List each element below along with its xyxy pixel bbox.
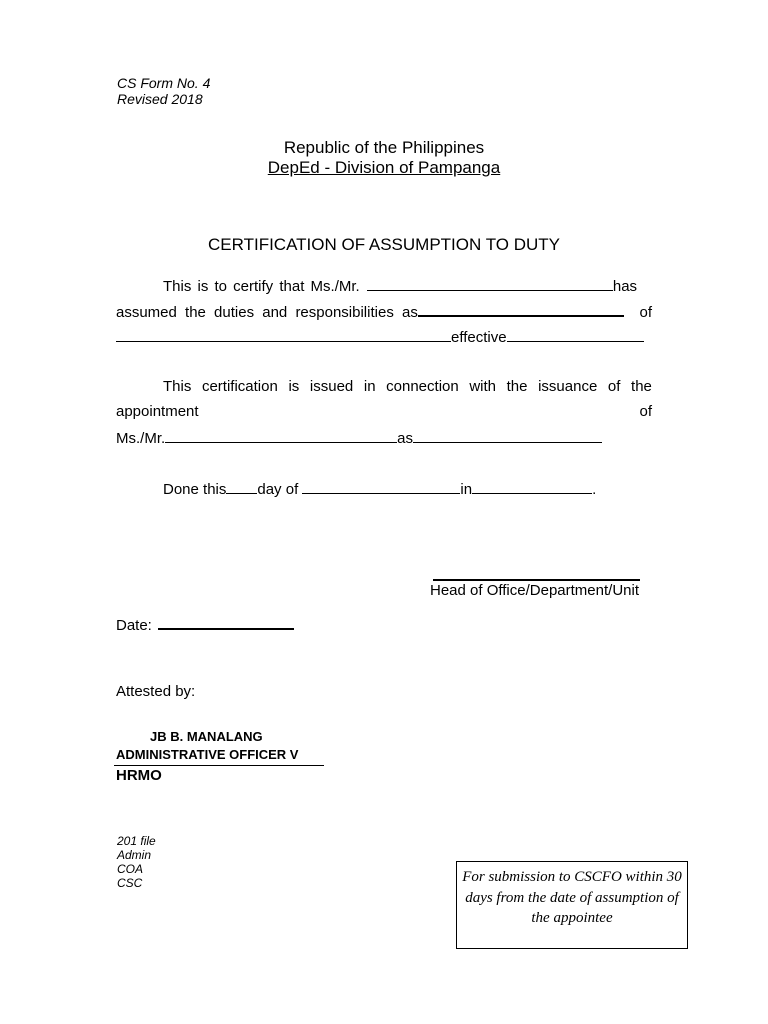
p2-word: with (469, 378, 497, 395)
copy-item: 201 file (117, 834, 156, 848)
date-label: Date: (116, 617, 152, 634)
month-blank[interactable] (302, 480, 460, 494)
effective-date-blank[interactable] (507, 328, 644, 342)
form-number: CS Form No. 4 (117, 75, 211, 91)
p2-word: in (363, 378, 376, 395)
date-row (116, 615, 294, 635)
p2-as-text: as (397, 430, 414, 447)
done-line (163, 480, 596, 499)
p2-word: of (607, 378, 621, 395)
officer-rule (114, 765, 324, 766)
p1-effective-text: effective (451, 329, 507, 346)
appointee-blank[interactable] (165, 429, 397, 443)
p1-certify-text: This is to certify that Ms./Mr. (163, 278, 360, 295)
form-revision: Revised 2018 (117, 91, 203, 107)
p2-word: connection (386, 378, 459, 395)
done-this-text: Done this (163, 481, 227, 498)
signature-label: Head of Office/Department/Unit (430, 582, 639, 599)
p2-line3 (116, 429, 602, 448)
copy-item: CSC (117, 876, 143, 890)
p1-line2 (116, 302, 652, 322)
division-heading: DepEd - Division of Pampanga (267, 158, 501, 177)
p2-word: This (163, 378, 192, 395)
p2-of-text: of (639, 403, 652, 420)
attested-by-label: Attested by: (116, 683, 196, 700)
office-blank[interactable] (116, 328, 451, 342)
p2-line2 (116, 403, 652, 421)
name-blank[interactable] (367, 277, 613, 291)
p2-line1 (163, 378, 652, 396)
in-text: in (460, 481, 473, 498)
day-blank[interactable] (226, 480, 257, 494)
date-blank[interactable] (158, 615, 294, 630)
signature-line[interactable] (433, 579, 640, 581)
p2-word: the (506, 378, 528, 395)
submission-note-box: For submission to CSCFO within 30 days from the date of assumption of the appointee (456, 861, 688, 949)
p2-word: issuance (538, 378, 598, 395)
p2-word: the (631, 378, 652, 395)
p1-line3 (116, 328, 644, 347)
form-number-block (117, 75, 210, 107)
p1-has-text: has (612, 278, 638, 295)
copy-item: Admin (117, 848, 152, 862)
p2-appointment-text: appointment (116, 403, 199, 420)
done-period: . (592, 481, 597, 498)
document-title: CERTIFICATION OF ASSUMPTION TO DUTY (208, 235, 560, 254)
appointee-position-blank[interactable] (413, 429, 602, 443)
p2-msmr-text: Ms./Mr. (116, 430, 166, 447)
officer-name: JB B. MANALANG (150, 729, 263, 744)
copy-list (117, 834, 156, 890)
republic-heading: Republic of the Philippines (283, 138, 485, 157)
p2-word: issued (309, 378, 354, 395)
day-of-text: day of (257, 481, 299, 498)
p1-of-text: of (639, 304, 652, 321)
p1-assumed-text: assumed the duties and responsibilities as (116, 304, 418, 321)
officer-title: ADMINISTRATIVE OFFICER V (116, 747, 299, 762)
year-blank[interactable] (472, 480, 592, 494)
p2-word: is (288, 378, 300, 395)
p1-line1 (163, 277, 637, 296)
p2-word: certification (201, 378, 278, 395)
copy-item: COA (117, 862, 144, 876)
position-blank[interactable] (418, 302, 624, 317)
officer-role: HRMO (116, 767, 162, 784)
